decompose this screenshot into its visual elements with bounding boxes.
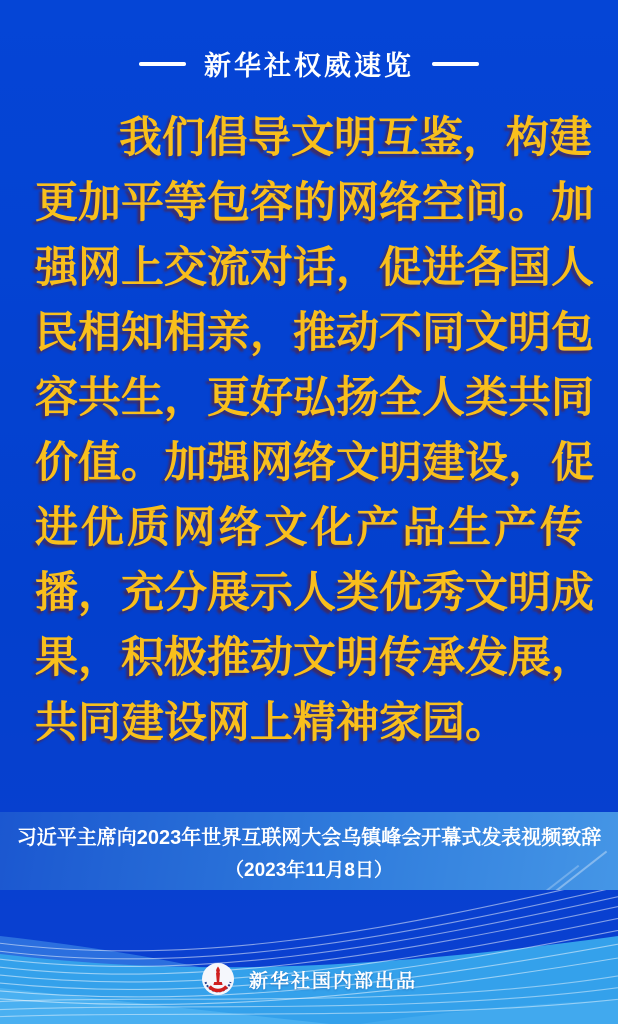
quote-line: 容共生，更好弘扬全人类共同 [35,373,594,423]
quote-body [35,106,594,756]
header [0,44,618,83]
header-right-dash [432,62,479,66]
caption-streak-decoration [551,851,607,890]
caption-source-line: 习近平主席向2023年世界互联网大会乌镇峰会开幕式发表视频致辞 [16,826,602,849]
quote-line: 价值。加强网络文明建设，促 [35,438,594,488]
wave-decoration [0,890,618,1024]
quote-line: 共同建设网上精神家园。 [35,698,508,748]
quote-line: 我们倡导文明互鉴，构建 [119,113,592,163]
footer [0,890,618,1024]
quote-line: 强网上交流对话，促进各国人 [35,243,594,293]
quote-line: 民相知相亲，推动不同文明包 [35,308,594,358]
quote-line: 更加平等包容的网络空间。加 [35,178,594,228]
publisher-row [0,962,618,996]
page-title: 新华社权威速览 [204,51,414,81]
quote-line: 播，充分展示人类优秀文明成 [35,568,594,618]
caption-date-line: （2023年11月8日） [225,859,393,881]
caption-bar [0,812,618,890]
quote-line: 果，积极推动文明传承发展， [35,633,594,683]
xinhua-logo-icon [201,962,235,996]
quote-line: 进优质网络文化产品生产传 [35,503,583,553]
publisher-label: 新华社国内部出品 [248,970,417,992]
header-left-dash [139,62,186,66]
